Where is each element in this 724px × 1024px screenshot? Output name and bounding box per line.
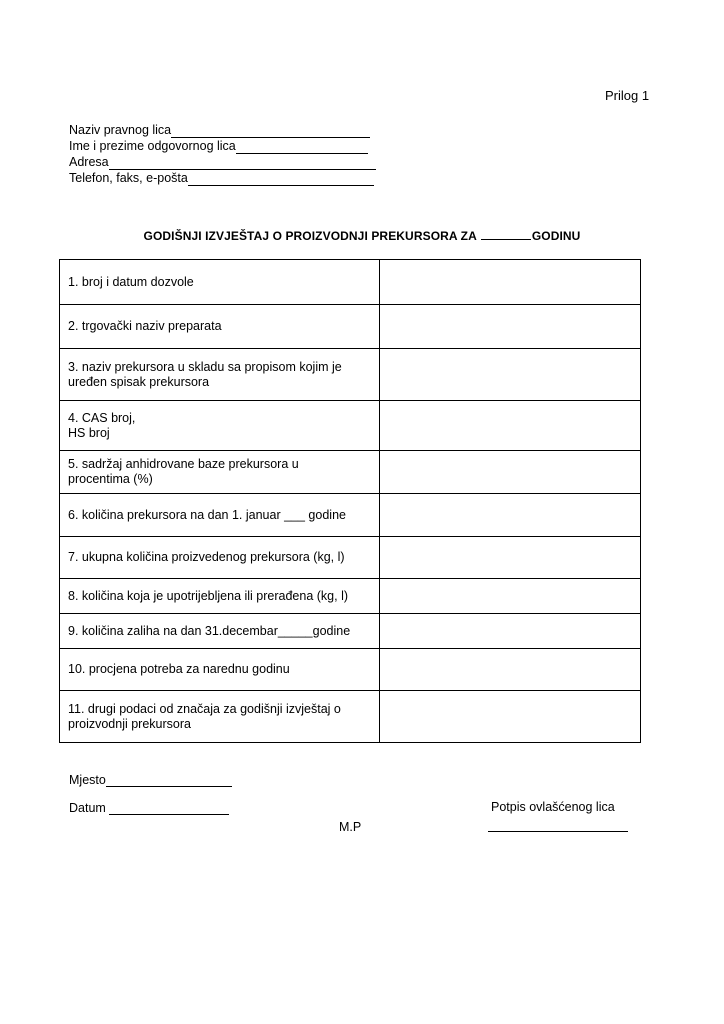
- row-value-cell[interactable]: [380, 260, 641, 305]
- row-label-cell: [60, 260, 380, 305]
- signature-label: Potpis ovlašćenog lica: [491, 800, 615, 814]
- footer-place-field: [69, 773, 232, 787]
- stamp-label: M.P: [339, 820, 362, 834]
- header-field-label: Adresa: [69, 155, 109, 169]
- row-label-cell: [60, 691, 380, 743]
- table-row: [60, 349, 641, 401]
- row-label-cell: [60, 401, 380, 451]
- header-field-legal-entity: [69, 122, 376, 138]
- table-row: [60, 260, 641, 305]
- row-label: 4. CAS broj, HS broj: [68, 410, 136, 440]
- row-label-cell: [60, 305, 380, 349]
- header-field-blank[interactable]: [171, 125, 370, 138]
- table-row: [60, 537, 641, 579]
- report-year-blank[interactable]: [481, 228, 531, 240]
- row-label-cell: [60, 614, 380, 649]
- header-field-address: [69, 154, 376, 170]
- header-field-blank[interactable]: [188, 173, 374, 186]
- annex-label: Prilog 1: [605, 88, 650, 103]
- signature-line[interactable]: [488, 831, 628, 832]
- report-title-suffix: GODINU: [531, 229, 581, 243]
- row-label-cell: [60, 537, 380, 579]
- footer-place-blank[interactable]: [106, 774, 232, 787]
- report-title: [0, 228, 724, 243]
- row-value-cell[interactable]: [380, 349, 641, 401]
- row-label: 9. količina zaliha na dan 31.decembar_____godine: [68, 623, 351, 638]
- row-value-cell[interactable]: [380, 401, 641, 451]
- table-row: [60, 494, 641, 537]
- row-label-cell: [60, 649, 380, 691]
- table-row: [60, 649, 641, 691]
- table-row: [60, 401, 641, 451]
- row-value-cell[interactable]: [380, 691, 641, 743]
- header-fields: [69, 122, 376, 186]
- row-label: 5. sadržaj anhidrovane baze prekursora u procentima (%): [68, 457, 299, 486]
- row-label: 3. naziv prekursora u skladu sa propisom kojim je uređen spisak prekursora: [68, 359, 342, 389]
- row-label: 10. procjena potreba za narednu godinu: [68, 662, 290, 676]
- footer-date-label: Datum: [69, 801, 110, 815]
- footer-place-label: Mjesto: [69, 773, 106, 787]
- row-label: 8. količina koja je upotrijebljena ili prerađena (kg, l): [68, 588, 349, 603]
- row-label-cell: [60, 494, 380, 537]
- table-row: [60, 614, 641, 649]
- table-row: [60, 305, 641, 349]
- row-value-cell[interactable]: [380, 537, 641, 579]
- row-label-cell: [60, 579, 380, 614]
- report-table: [59, 259, 641, 743]
- row-value-cell[interactable]: [380, 614, 641, 649]
- row-value-cell[interactable]: [380, 451, 641, 494]
- header-field-blank[interactable]: [236, 141, 368, 154]
- report-title-text: GODIŠNJI IZVJEŠTAJ O PROIZVODNJI PREKURSORA ZA: [143, 229, 480, 243]
- row-value-cell[interactable]: [380, 494, 641, 537]
- row-value-cell[interactable]: [380, 305, 641, 349]
- header-field-label: Ime i prezime odgovornog lica: [69, 139, 236, 153]
- row-value-cell[interactable]: [380, 579, 641, 614]
- table-row: [60, 451, 641, 494]
- row-label-cell: [60, 451, 380, 494]
- row-value-cell[interactable]: [380, 649, 641, 691]
- row-label: 2. trgovački naziv preparata: [68, 319, 222, 333]
- header-field-label: Telefon, faks, e-pošta: [69, 171, 188, 185]
- header-field-label: Naziv pravnog lica: [69, 123, 172, 137]
- row-label: 7. ukupna količina proizvedenog prekursora (kg, l): [68, 550, 345, 564]
- footer-date-blank[interactable]: [109, 802, 229, 815]
- row-label: 1. broj i datum dozvole: [68, 274, 194, 289]
- table-row: [60, 691, 641, 743]
- header-field-responsible-person: [69, 138, 376, 154]
- table-row: [60, 579, 641, 614]
- row-label: 6. količina prekursora na dan 1. januar ___ godine: [68, 507, 346, 522]
- header-field-contact: [69, 170, 376, 186]
- footer-date-field: [69, 801, 229, 815]
- row-label: 11. drugi podaci od značaja za godišnji izvještaj o proizvodnji prekursora: [68, 701, 341, 731]
- header-field-blank[interactable]: [109, 157, 376, 170]
- row-label-cell: [60, 349, 380, 401]
